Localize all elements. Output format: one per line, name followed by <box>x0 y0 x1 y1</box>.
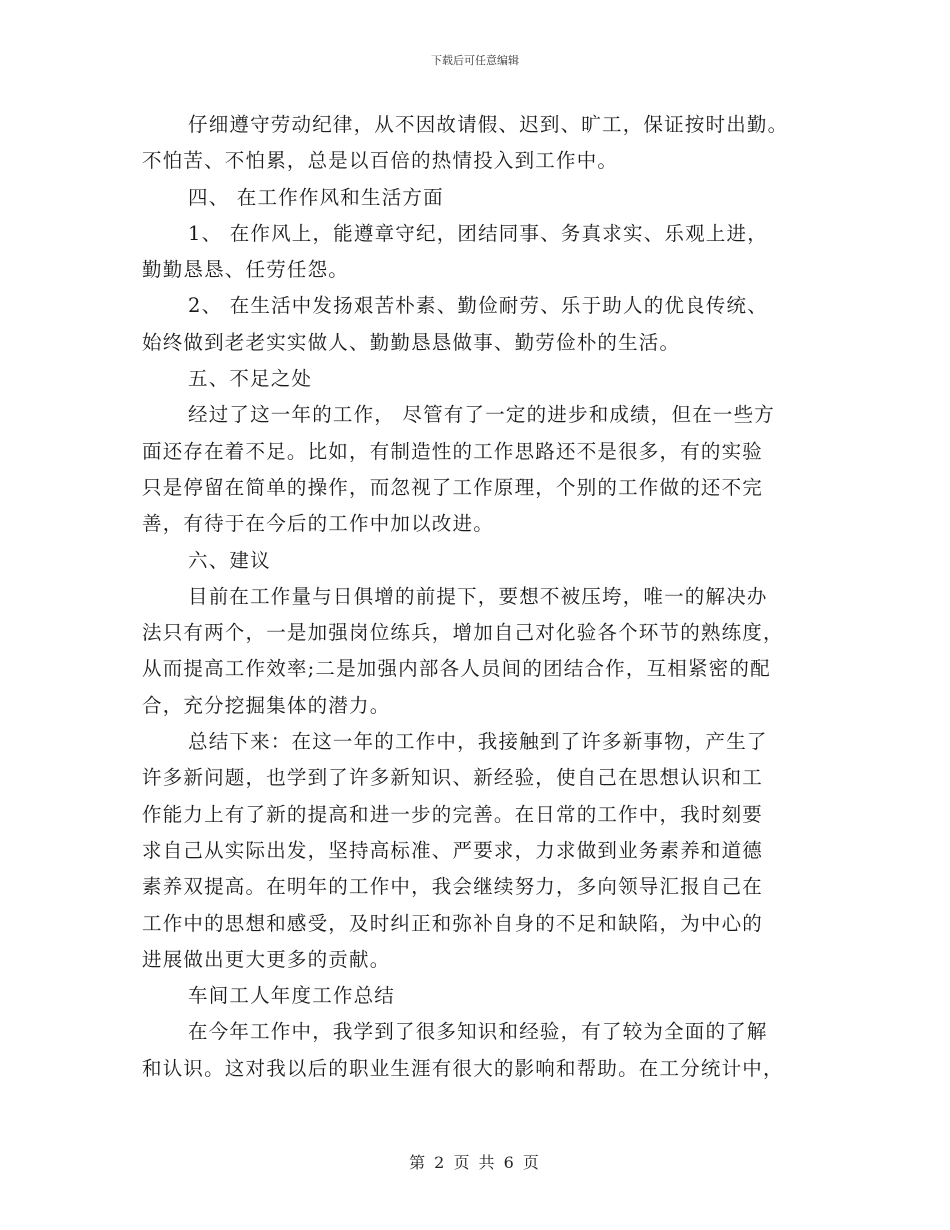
body-line: 勤勤恳恳、任劳任怨。 <box>142 258 350 282</box>
document-body <box>142 107 812 1087</box>
body-line: 善，有待于在今后的工作中加以改进。 <box>142 512 494 536</box>
page-header-note: 下载后可任意编辑 <box>431 54 519 67</box>
body-line: 作能力上有了新的提高和进一步的完善。在日常的工作中，我时刻要 <box>142 802 764 826</box>
body-line: 从而提高工作效率;二是加强内部各人员间的团结合作，互相紧密的配 <box>142 657 771 681</box>
body-line: 素养双提高。在明年的工作中，我会继续努力，多向领导汇报自己在 <box>142 875 764 899</box>
body-line: 经过了这一年的工作， 尽管有了一定的进步和成绩，但在一些方 <box>188 403 775 427</box>
body-line: 只是停留在简单的操作，而忽视了工作原理，个别的工作做的还不完 <box>142 475 764 499</box>
body-line: 工作中的思想和感受，及时纠正和弥补自身的不足和缺陷，为中心的 <box>142 911 764 935</box>
body-line: 总结下来：在这一年的工作中，我接触到了许多新事物，产生了 <box>188 730 768 754</box>
body-line: 法只有两个，一是加强岗位练兵，增加自己对化验各个环节的熟练度， <box>142 621 784 645</box>
body-line: 仔细遵守劳动纪律，从不因故请假、迟到、旷工，保证按时出勤。 <box>188 113 789 136</box>
body-line: 和认识。这对我以后的职业生涯有很大的影响和帮助。在工分统计中， <box>142 1056 784 1080</box>
section-heading: 车间工人年度工作总结 <box>188 984 396 1008</box>
section-heading: 四、 在工作作风和生活方面 <box>188 185 444 209</box>
body-line: 始终做到老老实实做人、勤勤恳恳做事、勤劳俭朴的生活。 <box>142 330 681 354</box>
body-line: 许多新问题，也学到了许多新知识、新经验，使自己在思想认识和工 <box>142 766 764 790</box>
body-line: 面还存在着不足。比如，有制造性的工作思路还不是很多，有的实验 <box>142 439 764 463</box>
body-line: 目前在工作量与日俱增的前提下，要想不被压垮，唯一的解决办 <box>188 584 768 608</box>
body-line: 进展做出更大更多的贡献。 <box>142 947 391 971</box>
section-heading: 六、建议 <box>188 548 271 572</box>
body-line: 2、 在生活中发扬艰苦朴素、勤俭耐劳、乐于助人的优良传统、 <box>188 294 768 318</box>
body-line: 合，充分挖掘集体的潜力。 <box>142 693 391 717</box>
body-line: 1、 在作风上，能遵章守纪，团结同事、务真求实、乐观上进， <box>188 221 768 245</box>
body-line: 求自己从实际出发，坚持高标准、严要求，力求做到业务素养和道德 <box>142 838 764 862</box>
body-line: 在今年工作中，我学到了很多知识和经验，有了较为全面的了解 <box>188 1020 768 1044</box>
page-number: 第 2 页 共 6 页 <box>409 1153 541 1172</box>
body-line: 不怕苦、不怕累，总是以百倍的热情投入到工作中。 <box>142 149 619 173</box>
section-heading: 五、不足之处 <box>188 367 313 391</box>
